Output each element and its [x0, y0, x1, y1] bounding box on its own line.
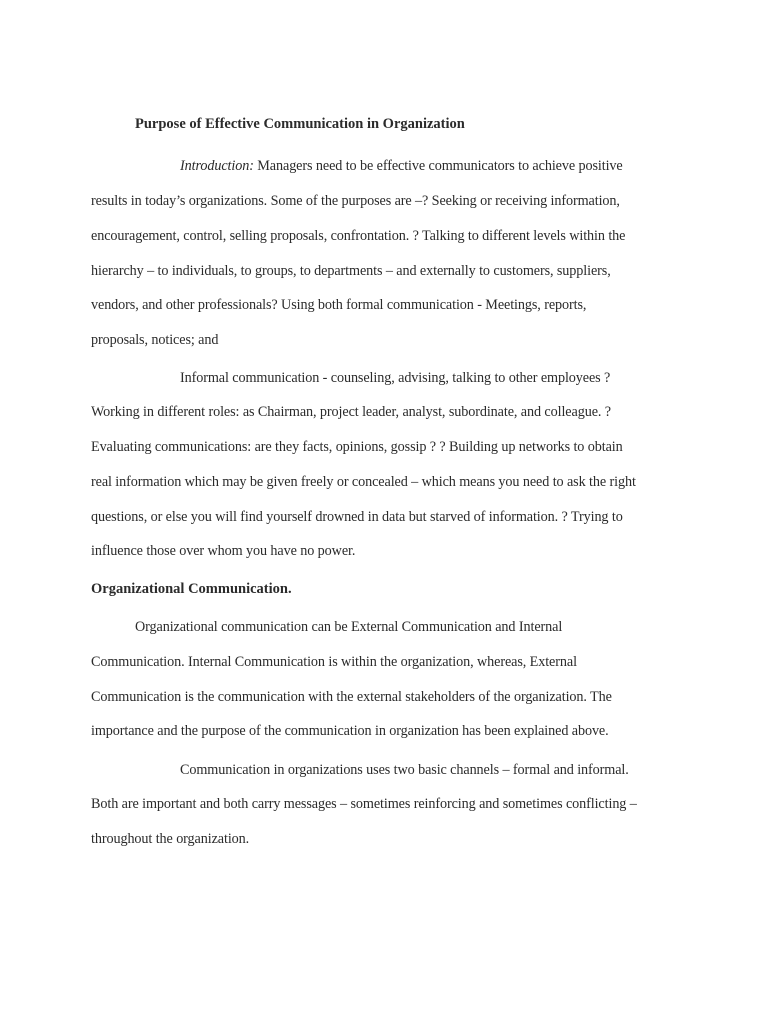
informal-line: questions, or else you will find yourself drowned in data but starved of information. ? Trying to — [91, 509, 623, 525]
section-heading: Organizational Communication. — [91, 581, 292, 597]
intro-line: encouragement, control, selling proposals, confrontation. ? Talking to different levels within the — [91, 228, 626, 244]
intro-first-line — [180, 158, 623, 175]
intro-line: hierarchy – to individuals, to groups, to departments – and externally to customers, suppliers, — [91, 263, 611, 279]
channels-line: Both are important and both carry messages – sometimes reinforcing and sometimes conflicting – — [91, 796, 637, 812]
informal-line: influence those over whom you have no power. — [91, 543, 356, 559]
org-line: Communication. Internal Communication is within the organization, whereas, External — [91, 654, 577, 670]
document-title: Purpose of Effective Communication in Organization — [135, 116, 465, 132]
channels-line: Communication in organizations uses two basic channels – formal and informal. — [180, 762, 629, 778]
channels-line: throughout the organization. — [91, 831, 250, 847]
intro-line: results in today’s organizations. Some of the purposes are –? Seeking or receiving information, — [91, 193, 620, 209]
informal-line: Evaluating communications: are they facts, opinions, gossip ? ? Building up networks to obtain — [91, 439, 623, 455]
intro-label: Introduction: — [180, 158, 254, 174]
intro-line: proposals, notices; and — [91, 332, 219, 348]
org-line: Organizational communication can be External Communication and Internal — [135, 619, 563, 635]
informal-line: real information which may be given freely or concealed – which means you need to ask the right — [91, 474, 636, 490]
informal-line: Informal communication - counseling, advising, talking to other employees ? — [180, 370, 611, 386]
informal-line: Working in different roles: as Chairman, project leader, analyst, subordinate, and colleague. ? — [91, 404, 611, 420]
org-line: Communication is the communication with the external stakeholders of the organization. The — [91, 689, 612, 705]
intro-first-line-text: Managers need to be effective communicators to achieve positive — [253, 158, 623, 174]
intro-line: vendors, and other professionals? Using both formal communication - Meetings, reports, — [91, 297, 587, 313]
org-line: importance and the purpose of the communication in organization has been explained above. — [91, 723, 609, 739]
